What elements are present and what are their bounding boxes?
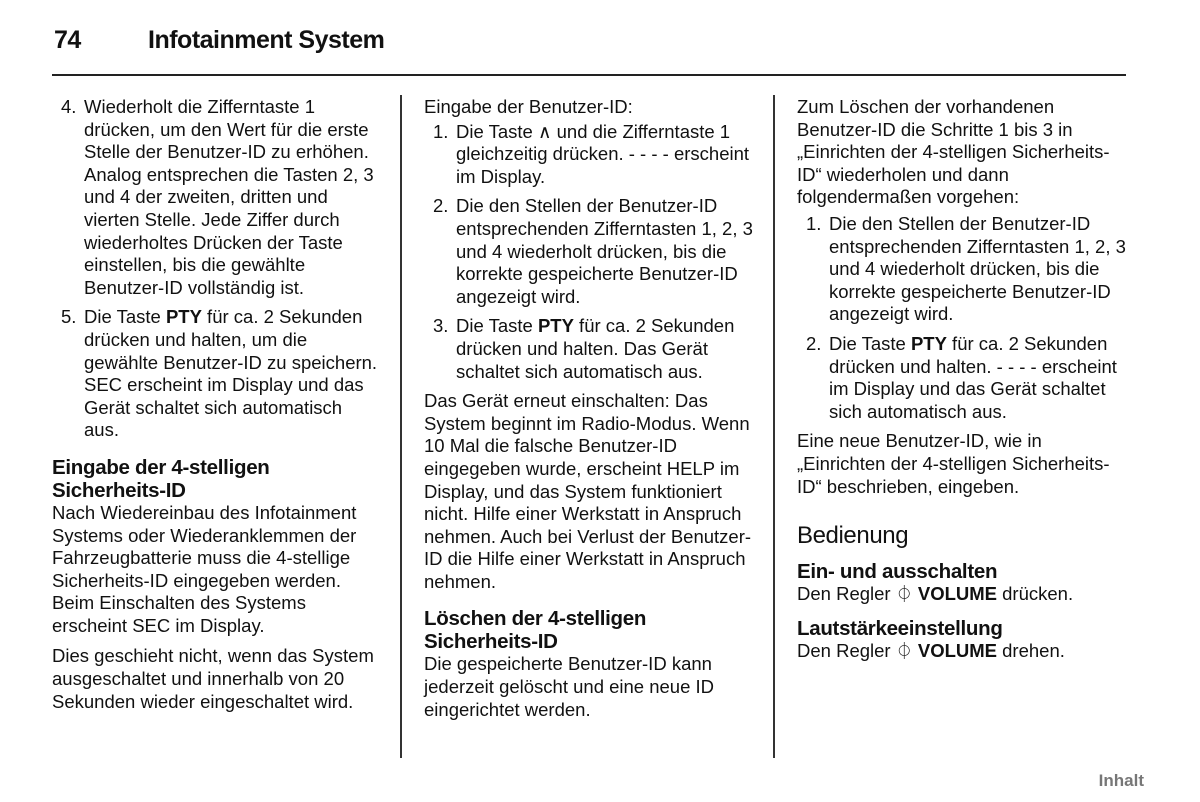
list-number: 2. <box>806 332 822 354</box>
list-item-text: Die Taste <box>84 306 166 328</box>
header-rule <box>52 74 1126 76</box>
paragraph: Die gespeicherte Benutzer-ID kann jederzeit gelöscht und eine neue ID eingerichtet werden. <box>424 653 715 720</box>
section-heading: Ein- und ausschalten <box>797 560 998 584</box>
pty-key-label: PTY <box>165 306 202 328</box>
list-number: 4. <box>61 96 77 117</box>
column-3 <box>797 96 1129 671</box>
list-item <box>52 306 382 442</box>
list-item-text: Wiederholt die Zifferntaste 1 drücken, um den Wert für die erste Stelle der Benutzer-ID zu erhöhen. Analog entsprechen die Tasten 2, 3 und 4 der zweiten, dritten und vierten Stelle. Jede Ziffer durch wiederholtes Drücken der Taste einstellen, bis die gewählte Benutzer-ID vollständig ist. <box>84 96 374 298</box>
list-item-text: Die Taste <box>829 332 911 354</box>
paragraph: Dies geschieht nicht, wenn das System ausgeschaltet und innerhalb von 20 Sekunden wieder eingeschaltet wird. <box>52 645 374 712</box>
list-item <box>424 195 756 308</box>
list-number: 2. <box>433 195 449 217</box>
page-header <box>0 0 1200 76</box>
section-heading: Lautstärkeeinstellung <box>797 616 1003 640</box>
paragraph: Nach Wiedereinbau des Infotainment Systems oder Wiederanklemmen der Fahrzeugbatterie muss die 4-stellige Sicherheits-ID eingegeben werden. Beim Einschalten des Systems erscheint SEC im Display. <box>52 501 357 636</box>
contents-link[interactable]: Inhalt <box>1098 771 1144 790</box>
volume-key-label: VOLUME <box>917 639 997 661</box>
list-item <box>52 96 382 299</box>
list-item <box>424 315 756 383</box>
pty-key-label: PTY <box>537 315 574 337</box>
list-item-text: für ca. 2 Sekunden drücken und halten. - - - - erscheint im Display und das Gerät schaltet sich automatisch aus. <box>829 332 1117 422</box>
section-heading: Löschen der 4-stelligen Sicherheits-ID <box>424 607 647 654</box>
paragraph-text: Den Regler <box>797 583 896 605</box>
page-title: Infotainment System <box>148 26 385 54</box>
paragraph <box>797 583 1129 607</box>
list-item-text: Die den Stellen der Benutzer-ID entsprechenden Zifferntasten 1, 2, 3 und 4 wiederholt drücken, bis die korrekte gespeicherte Benutzer-ID angezeigt wird. <box>456 195 753 307</box>
paragraph-text: drehen. <box>997 639 1065 661</box>
paragraph: Das Gerät erneut einschalten: Das System beginnt im Radio-Modus. Wenn 10 Mal die falsche Benutzer-ID eingegeben wurde, erscheint HELP im Display, und das System funktioniert nicht. Hilfe einer Werkstatt in Anspruch nehmen. Auch bei Verlust der Benutzer-ID die Hilfe einer Werkstatt in Anspruch nehmen. <box>424 390 752 592</box>
list-item-text: für ca. 2 Sekunden drücken und halten, um die gewählte Benutzer-ID zu speichern. SEC erscheint im Display und das Gerät schaltet sich automatisch aus. <box>84 306 378 441</box>
power-knob-icon: ⏀ <box>895 641 913 661</box>
power-knob-icon: ⏀ <box>895 585 913 605</box>
list-item-text: für ca. 2 Sekunden drücken und halten. Das Gerät schaltet sich automatisch aus. <box>456 315 735 382</box>
paragraph: Zum Löschen der vorhandenen Benutzer-ID die Schritte 1 bis 3 in „Einrichten der 4-stelligen Sicherheits-ID“ wiederholen und dann folgendermaßen vorgehen: <box>797 96 1110 208</box>
paragraph: Eingabe der Benutzer-ID: <box>424 96 633 117</box>
column-2 <box>424 96 756 729</box>
pty-key-label: PTY <box>910 332 947 354</box>
paragraph-text: drücken. <box>997 583 1074 605</box>
paragraph-text: Den Regler <box>797 639 896 661</box>
list-item <box>797 333 1129 423</box>
list-item-text: Die Taste <box>456 315 538 337</box>
list-item-text: Die den Stellen der Benutzer-ID entsprechenden Zifferntasten 1, 2, 3 und 4 wiederholt drücken, bis die korrekte gespeicherte Benutzer-ID angezeigt wird. <box>829 212 1126 325</box>
list-item <box>424 121 756 189</box>
list-number: 1. <box>806 212 822 234</box>
volume-key-label: VOLUME <box>917 583 997 605</box>
paragraph <box>797 640 1129 664</box>
list-item <box>797 213 1129 326</box>
list-number: 5. <box>61 306 77 328</box>
section-heading: Eingabe der 4-stelligen Sicherheits-ID <box>52 455 270 502</box>
page-number: 74 <box>54 26 81 54</box>
column-divider <box>400 95 402 758</box>
list-number: 1. <box>433 120 449 142</box>
column-divider <box>773 95 775 758</box>
list-number: 3. <box>433 315 449 337</box>
column-1 <box>52 96 382 721</box>
up-arrow-icon: ∧ <box>537 120 552 142</box>
chapter-heading: Bedienung <box>797 522 909 550</box>
list-item-text: Die Taste <box>456 120 538 142</box>
list-item-text: und die Zifferntaste 1 gleichzeitig drücken. - - - - erscheint im Display. <box>456 120 750 187</box>
paragraph: Eine neue Benutzer-ID, wie in „Einrichten der 4-stelligen Sicherheits-ID“ beschrieben, eingeben. <box>797 430 1110 497</box>
